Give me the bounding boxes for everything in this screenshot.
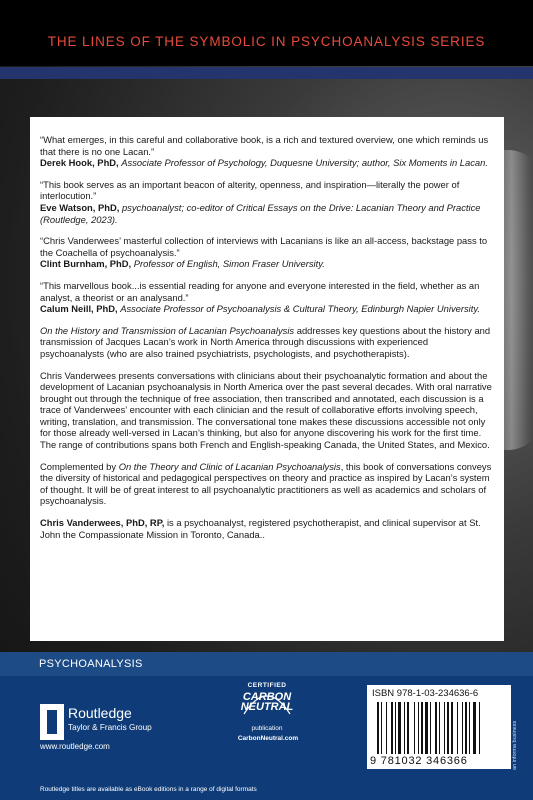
blurb-4 (40, 280, 493, 315)
publisher-name: Routledge (68, 705, 132, 721)
barcode-stripe (414, 702, 415, 754)
carbon-neutral-publication: publication (251, 725, 283, 732)
barcode-stripe (381, 702, 382, 754)
barcode-stripe (435, 702, 437, 754)
barcode-stripe (421, 702, 423, 754)
book-title: On the History and Transmission of Lacanian Psychoanalysis (40, 324, 295, 336)
description-paragraph-2: Chris Vanderwees presents conversations with clinicians about their psychoanalytic formation and about the development of Lacanian psychoanalysis in North America over the past several decades. With oral narrative brought out through the technique of free association, then transcribed and annotated, each discussion is a trace of Vanderwees’ encounter with each clinician and the result of collaborative efforts involving speech, writing, translation, and transmission. The conversational tone makes these discussions accessible not only for those already well-versed in Lacan’s thinking, but also for anyone discovering his work for the first time. The range of contributions spans both French and English-speaking Canada, the United States, and Mexico. (40, 369, 492, 451)
barcode-stripe (469, 702, 470, 754)
blurb-2 (40, 179, 493, 225)
barcode-stripe (430, 702, 431, 754)
series-title: THE LINES OF THE SYMBOLIC IN PSYCHOANALYSIS SERIES (47, 34, 486, 49)
barcode-stripe (418, 702, 419, 754)
barcode-stripe (451, 702, 453, 754)
barcode-stripe (377, 702, 379, 754)
description-text: , this book of conversations conveys the diversity of historical and pedagogical perspectives on theory and practice as inspired by Lacan’s system of thought. It will be of great interest to all psychoanalytic practitioners as well as academics and scholars of psychoanalysis. (40, 460, 492, 507)
blurb-quote: “Chris Vanderwees’ masterful collection of interviews with Lacanians is like an all-access, backstage pass to the Coachella of psychoanalysis.” (40, 235, 488, 258)
blurb-3 (40, 235, 493, 270)
description-text: addresses key questions about the history and transmission of Jacques Lacan’s work in North America through discussions with experienced psychoanalysts (who are also trained psychiatrists, psychologists, and psychotherapists). (40, 324, 491, 359)
barcode-number: 9 781032 346366 (370, 755, 468, 767)
barcode-stripe (425, 702, 428, 754)
blurb-affiliation: Professor of English, Simon Fraser University. (133, 258, 325, 270)
blurb-quote: “This book serves as an important beacon of alterity, openness, and inspiration—literally the power of interlocution.” (40, 178, 460, 202)
author-name: Chris Vanderwees, PhD, RP, (40, 517, 165, 529)
barcode-stripe (395, 702, 396, 754)
blurb-affiliation: Associate Professor of Psychology, Duquesne University; author, Six Moments in Lacan. (121, 157, 488, 169)
top-band (0, 0, 533, 66)
blurb-affiliation: psychoanalyst; co-editor of Critical Essays on the Drive: Lacanian Theory and Practice (Routledge, 2023). (40, 201, 481, 225)
blurb-1 (40, 134, 493, 169)
barcode-stripe (447, 702, 449, 754)
barcode-stripe (386, 702, 387, 754)
barcode-stripe (404, 702, 405, 754)
routledge-logo-icon (40, 704, 64, 740)
blurb-author: Calum Neill, PhD, (40, 303, 118, 315)
carbon-neutral-certified: CERTIFIED (247, 682, 287, 689)
blurb-author: Eve Watson, PhD, (40, 201, 120, 213)
category-label: PSYCHOANALYSIS (39, 658, 143, 670)
blurb-affiliation: Associate Professor of Psychoanalysis & Cultural Theory, Edinburgh Napier University. (120, 303, 480, 315)
ebook-note: Routledge titles are available as eBook editions in a range of digital formats (40, 786, 257, 793)
carbon-neutral-url: CarbonNeutral.com (237, 735, 299, 742)
barcode-stripe (473, 702, 476, 754)
informa-tagline: an informa business (512, 720, 518, 770)
blurb-quote: “What emerges, in this careful and collaborative book, is a rich and textured overview, one which reminds us that there is no one Lacan.” (40, 134, 489, 157)
publisher-website: www.routledge.com (40, 742, 110, 751)
author-bio-text: is a psychoanalyst, registered psychotherapist, and clinical supervisor at St. John the Compassionate Mission in Toronto, Canada.. (40, 517, 481, 540)
blue-stripe (0, 67, 533, 79)
barcode-stripe (439, 702, 440, 754)
publisher-group: Taylor & Francis Group (68, 723, 152, 732)
barcode-stripe (444, 702, 445, 754)
description-paragraph-1 (40, 325, 493, 360)
barcode-icon (377, 702, 503, 754)
barcode-stripe (398, 702, 401, 754)
back-cover-copy (40, 134, 493, 550)
companion-book-title: On the Theory and Clinic of Lacanian Psychoanalysis (118, 460, 341, 472)
barcode-stripe (391, 702, 393, 754)
barcode-stripe (465, 702, 467, 754)
isbn-label: ISBN 978-1-03-234636-6 (372, 688, 479, 699)
blurb-author: Clint Burnham, PhD, (40, 258, 132, 270)
author-bio (40, 517, 493, 540)
barcode-stripe (462, 702, 463, 754)
carbon-neutral-title: CARBON NEUTRAL (240, 691, 294, 713)
description-paragraph-3 (40, 461, 493, 507)
barcode-stripe (479, 702, 480, 754)
blurb-author: Derek Hook, PhD, (40, 157, 119, 169)
blurb-quote: “This marvellous book...is essential reading for anyone and everyone interested in the field, whether as an analyst, a theorist or an analysand.” (40, 279, 480, 303)
description-text: Complemented by (40, 460, 119, 472)
barcode-stripe (407, 702, 409, 754)
barcode-stripe (457, 702, 458, 754)
